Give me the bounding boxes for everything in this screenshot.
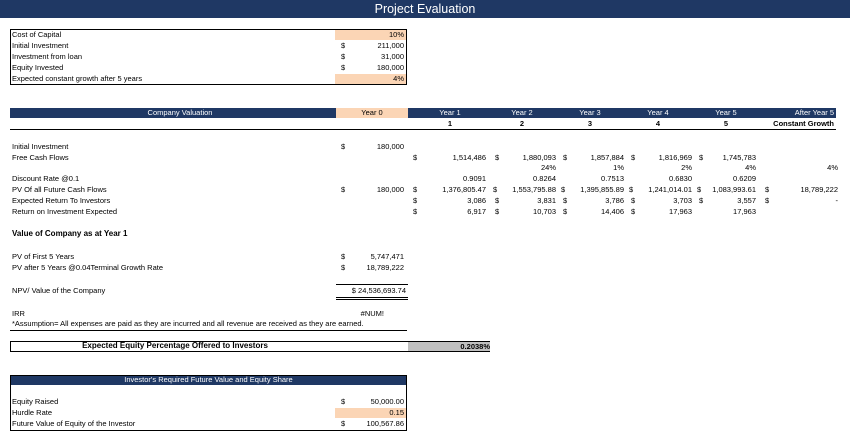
npv-top-border bbox=[336, 284, 408, 285]
irr-value: #NUM! bbox=[360, 309, 384, 318]
cell-value: 14,406 bbox=[601, 207, 624, 216]
currency-symbol: $ bbox=[495, 207, 500, 216]
cell-value: 1,553,795.88 bbox=[512, 185, 556, 194]
cell-value[interactable]: 0.15 bbox=[389, 408, 404, 417]
cell-value: 1,816,969 bbox=[658, 153, 692, 162]
row-label: NPV/ Value of the Company bbox=[12, 286, 106, 295]
currency-symbol: $ bbox=[341, 252, 346, 261]
currency-symbol: $ bbox=[341, 263, 346, 272]
cell-value: 0.7513 bbox=[601, 174, 624, 183]
npv-bottom-border-2 bbox=[336, 299, 408, 300]
year-number: 4 bbox=[655, 119, 661, 128]
cell-value: 180,000 bbox=[376, 185, 404, 194]
cell-value: 0.8264 bbox=[533, 174, 556, 183]
input-label: Initial Investment bbox=[12, 41, 69, 50]
cell-value: 3,086 bbox=[467, 196, 486, 205]
year-header: Year 3 bbox=[579, 108, 601, 117]
row-label: Free Cash Flows bbox=[12, 153, 69, 162]
year-number: 2 bbox=[519, 119, 525, 128]
currency-symbol: $ bbox=[697, 185, 702, 194]
cell-value: 1,376,805.47 bbox=[442, 185, 486, 194]
growth-rate: 4% bbox=[827, 163, 838, 172]
currency-symbol: $ bbox=[341, 41, 346, 50]
currency-symbol: $ bbox=[341, 52, 346, 61]
cell-value: 3,557 bbox=[737, 196, 756, 205]
cell-value: 10,703 bbox=[533, 207, 556, 216]
input-value[interactable]: 10% bbox=[388, 30, 404, 39]
input-value[interactable]: 31,000 bbox=[381, 52, 404, 61]
cell-value: 1,395,855.89 bbox=[580, 185, 624, 194]
cell-value: 1,083,993.61 bbox=[712, 185, 756, 194]
equity-percentage-label: Expected Equity Percentage Offered to Investors bbox=[82, 341, 268, 350]
currency-symbol: $ bbox=[563, 196, 568, 205]
cell-value: 6,917 bbox=[467, 207, 486, 216]
npv-bottom-border bbox=[336, 297, 408, 298]
year-header: After Year 5 bbox=[794, 108, 834, 117]
year-header: Year 0 bbox=[361, 108, 383, 117]
row-label: PV of First 5 Years bbox=[12, 252, 75, 261]
currency-symbol: $ bbox=[341, 419, 346, 428]
cell-value: 17,963 bbox=[669, 207, 692, 216]
cell-value: 3,703 bbox=[673, 196, 692, 205]
cell-value: 1,880,093 bbox=[522, 153, 556, 162]
investor-header: Investor's Required Future Value and Equity Share bbox=[10, 375, 407, 385]
row-label: Expected Return To Investors bbox=[12, 196, 111, 205]
cell-value: 1,514,486 bbox=[452, 153, 486, 162]
currency-symbol: $ bbox=[493, 185, 498, 194]
row-label: Equity Raised bbox=[12, 397, 59, 406]
currency-symbol: $ bbox=[413, 185, 418, 194]
currency-symbol: $ bbox=[631, 207, 636, 216]
cell-value: 18,789,222 bbox=[800, 185, 838, 194]
cell-value: 0.6830 bbox=[669, 174, 692, 183]
cell-value: 0.6209 bbox=[733, 174, 756, 183]
header-underline bbox=[10, 129, 836, 130]
row-label: Return on Investment Expected bbox=[12, 207, 118, 216]
currency-symbol: $ bbox=[561, 185, 566, 194]
row-label: Discount Rate @0.1 bbox=[12, 174, 80, 183]
row-label: PV Of all Future Cash Flows bbox=[12, 185, 107, 194]
input-label: Cost of Capital bbox=[12, 30, 62, 39]
row-label: Future Value of Equity of the Investor bbox=[12, 419, 136, 428]
cell-value: 3,786 bbox=[605, 196, 624, 205]
input-value[interactable]: 4% bbox=[393, 74, 404, 83]
cell-value: 3,831 bbox=[537, 196, 556, 205]
input-value[interactable]: 211,000 bbox=[377, 41, 404, 50]
npv-value: $ 24,536,693.74 bbox=[351, 286, 406, 295]
year-header: Year 5 bbox=[715, 108, 737, 117]
year-number: 1 bbox=[447, 119, 453, 128]
currency-symbol: $ bbox=[699, 196, 704, 205]
cell-value: 17,963 bbox=[733, 207, 756, 216]
year-header: Year 4 bbox=[647, 108, 669, 117]
cell-value: 18,789,222 bbox=[366, 263, 404, 272]
input-label: Investment from loan bbox=[12, 52, 83, 61]
input-label: Equity Invested bbox=[12, 63, 64, 72]
currency-symbol: $ bbox=[699, 153, 704, 162]
row-label: Hurdle Rate bbox=[12, 408, 53, 417]
currency-symbol: $ bbox=[631, 196, 636, 205]
cell-value: 5,747,471 bbox=[370, 252, 404, 261]
currency-symbol: $ bbox=[765, 185, 770, 194]
currency-symbol: $ bbox=[341, 63, 346, 72]
currency-symbol: $ bbox=[629, 185, 634, 194]
row-label: Initial Investment bbox=[12, 142, 69, 151]
currency-symbol: $ bbox=[413, 196, 418, 205]
cell-value: 180,000 bbox=[376, 142, 404, 151]
currency-symbol: $ bbox=[341, 185, 346, 194]
growth-rate: 24% bbox=[540, 163, 556, 172]
section-heading: Value of Company as at Year 1 bbox=[12, 229, 128, 238]
currency-symbol: $ bbox=[495, 153, 500, 162]
cell-value: - bbox=[835, 196, 838, 205]
currency-symbol: $ bbox=[413, 207, 418, 216]
cell-value: 100,567.86 bbox=[366, 419, 404, 428]
currency-symbol: $ bbox=[413, 153, 418, 162]
currency-symbol: $ bbox=[341, 142, 346, 151]
currency-symbol: $ bbox=[765, 196, 770, 205]
valuation-bottom-border bbox=[10, 330, 407, 331]
year-header: Year 2 bbox=[511, 108, 533, 117]
currency-symbol: $ bbox=[563, 207, 568, 216]
growth-rate: 1% bbox=[613, 163, 624, 172]
equity-percentage-value: 0.2038% bbox=[408, 342, 490, 351]
year-number: 3 bbox=[587, 119, 593, 128]
assumption-note: *Assumption= All expenses are paid as they are incurred and all revenue are received as they are earned. bbox=[12, 319, 364, 328]
year-number: Constant Growth bbox=[773, 119, 834, 128]
year-number: 5 bbox=[723, 119, 729, 128]
growth-rate: 4% bbox=[745, 163, 756, 172]
cell-value: 0.9091 bbox=[463, 174, 486, 183]
cell-value: 1,745,783 bbox=[722, 153, 756, 162]
currency-symbol: $ bbox=[563, 153, 568, 162]
input-label: Expected constant growth after 5 years bbox=[12, 74, 143, 83]
growth-rate: 2% bbox=[681, 163, 692, 172]
cell-value: 1,857,884 bbox=[590, 153, 624, 162]
input-value[interactable]: 180,000 bbox=[376, 63, 404, 72]
currency-symbol: $ bbox=[631, 153, 636, 162]
currency-symbol: $ bbox=[341, 397, 346, 406]
year-header: Year 1 bbox=[439, 108, 461, 117]
valuation-header-label: Company Valuation bbox=[147, 108, 213, 117]
currency-symbol: $ bbox=[495, 196, 500, 205]
page-title: Project Evaluation bbox=[0, 0, 850, 18]
row-label: PV after 5 Years @0.04Terminal Growth Rate bbox=[12, 263, 164, 272]
cell-value: 1,241,014.01 bbox=[648, 185, 692, 194]
row-label: IRR bbox=[12, 309, 25, 318]
cell-value[interactable]: 50,000.00 bbox=[370, 397, 404, 406]
